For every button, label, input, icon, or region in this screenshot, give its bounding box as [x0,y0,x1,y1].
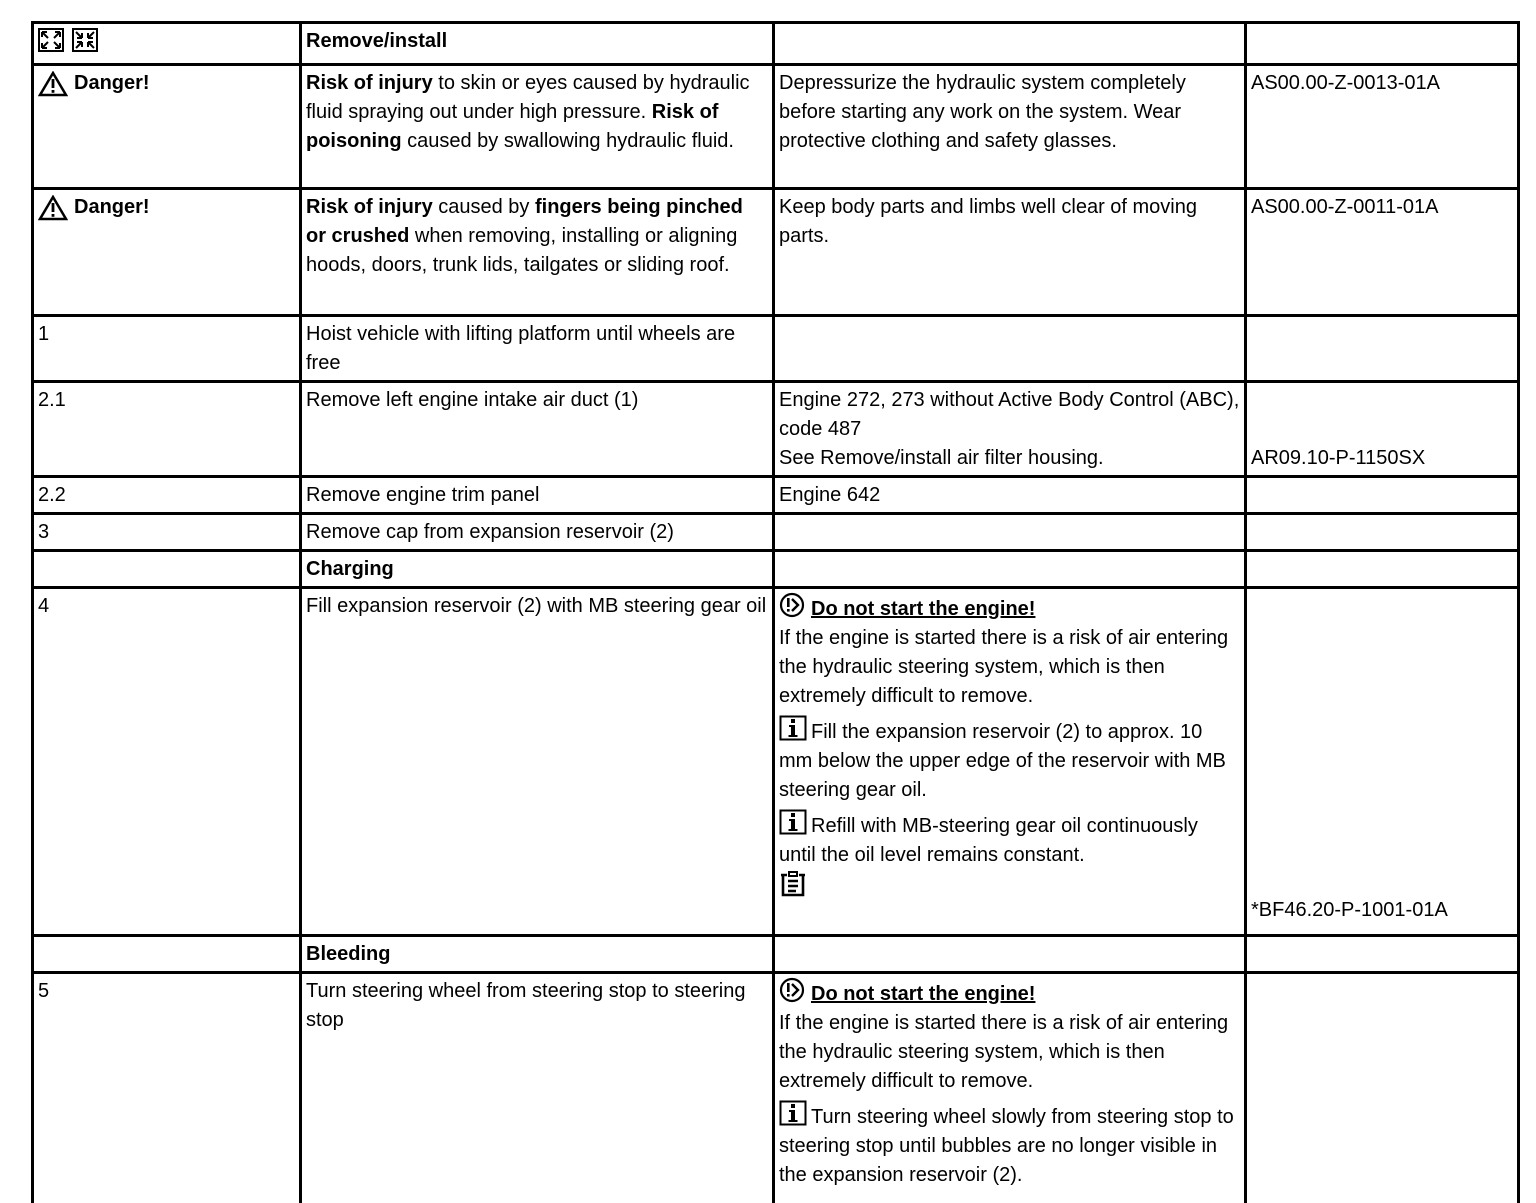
document-ref-cell [1246,382,1519,477]
empty-cell [1246,316,1519,382]
danger-label-cell [33,189,301,316]
info-icon [779,1100,807,1126]
procedure-sheet [31,21,1517,1203]
caution-text: If the engine is started there is a risk of air entering the hydraulic steering system, which is then extremely difficult to remove. [779,627,1229,707]
step-text: Fill expansion reservoir (2) with MB steering gear oil [301,588,774,936]
empty-cell [774,23,1246,65]
danger-label-cell [33,65,301,189]
section-title: Remove/install [301,23,774,65]
see-also-link[interactable]: See Remove/install air filter housing. [779,447,1104,469]
info-icon [779,715,807,741]
empty-cell [774,936,1246,973]
risk-emphasis: Risk of poisoning [306,101,719,152]
empty-cell [33,551,301,588]
step-number: 1 [33,316,301,382]
step-row [33,382,1519,477]
step-text: Remove engine trim panel [301,477,774,514]
safety-measure: Keep body parts and limbs well clear of moving parts. [774,189,1246,316]
empty-cell [774,316,1246,382]
section-row [33,936,1519,973]
empty-cell [1246,23,1519,65]
zoom-in-icon[interactable] [38,28,64,61]
step-number: 2.2 [33,477,301,514]
risk-description [301,65,774,189]
danger-label: Danger! [74,72,150,94]
engine-note: Engine 272, 273 without Active Body Control (ABC), code 487 [779,389,1240,440]
empty-cell [33,936,301,973]
safety-measure: Depressurize the hydraulic system completely before starting any work on the system. Wear protective clothing and safety glasses. [774,65,1246,189]
step-text: Remove cap from expansion reservoir (2) [301,514,774,551]
empty-cell [1246,514,1519,551]
info-text: Fill the expansion reservoir (2) to approx. 10 mm below the upper edge of the reservoir with MB steering gear oil. [779,721,1226,801]
document-ref-link[interactable]: AR09.10-P-1150SX [1251,447,1426,469]
step-row [33,514,1519,551]
view-controls-cell [33,23,301,65]
step-note-cell [774,382,1246,477]
step-instructions [774,973,1246,1203]
risk-text: caused by [432,196,535,218]
section-row [33,551,1519,588]
document-ref-cell [1246,588,1519,936]
step-row [33,477,1519,514]
document-ref-link[interactable]: AS00.00-Z-0011-01A [1246,189,1519,316]
danger-row [33,65,1519,189]
risk-emphasis: fingers being pinched or crushed [306,196,743,247]
empty-cell [774,551,1246,588]
document-ref-link[interactable]: AS00.00-Z-0013-01A [1246,65,1519,189]
engine-note: Engine 642 [774,477,1246,514]
section-heading-bleeding: Bleeding [301,936,774,973]
caution-circle-icon [779,977,807,1003]
danger-label: Danger! [74,196,150,218]
caution-heading: Do not start the engine! [811,598,1036,620]
risk-emphasis: Risk of injury [306,72,433,94]
risk-text: to skin or eyes caused by hydraulic fluid spraying out under high pressure. [306,72,750,123]
info-icon [779,809,807,835]
empty-cell [1246,973,1519,1203]
step-row [33,316,1519,382]
empty-cell [1246,936,1519,973]
risk-text: caused by swallowing hydraulic fluid. [401,130,734,152]
step-row [33,973,1519,1203]
empty-cell [1246,551,1519,588]
warning-triangle-icon [38,195,68,221]
section-heading-charging: Charging [301,551,774,588]
caution-circle-icon [779,592,807,618]
empty-cell [774,514,1246,551]
step-text: Turn steering wheel from steering stop to steering stop [301,973,774,1203]
step-instructions [774,588,1246,936]
step-number: 3 [33,514,301,551]
caution-heading: Do not start the engine! [811,983,1036,1005]
zoom-out-icon[interactable] [72,28,98,61]
step-number: 4 [33,588,301,936]
warning-triangle-icon [38,71,68,97]
step-number: 5 [33,973,301,1203]
step-text: Remove left engine intake air duct (1) [301,382,774,477]
danger-row [33,189,1519,316]
risk-text: when removing, installing or aligning hoods, doors, trunk lids, tailgates or sliding roof. [306,225,738,276]
info-text: Turn steering wheel slowly from steering stop to steering stop until bubbles are no longer visible in the expansion reservoir (2). [779,1106,1234,1186]
header-row [33,23,1519,65]
risk-emphasis: Risk of injury [306,196,433,218]
procedure-table [31,21,1520,1203]
risk-description [301,189,774,316]
empty-cell [1246,477,1519,514]
step-row [33,588,1519,936]
step-text: Hoist vehicle with lifting platform until wheels are free [301,316,774,382]
caution-text: If the engine is started there is a risk of air entering the hydraulic steering system, which is then extremely difficult to remove. [779,1012,1229,1092]
step-number: 2.1 [33,382,301,477]
oil-can-icon[interactable] [779,870,1240,907]
info-text: Refill with MB-steering gear oil continuously until the oil level remains constant. [779,815,1198,866]
document-ref-link[interactable]: *BF46.20-P-1001-01A [1251,899,1448,921]
